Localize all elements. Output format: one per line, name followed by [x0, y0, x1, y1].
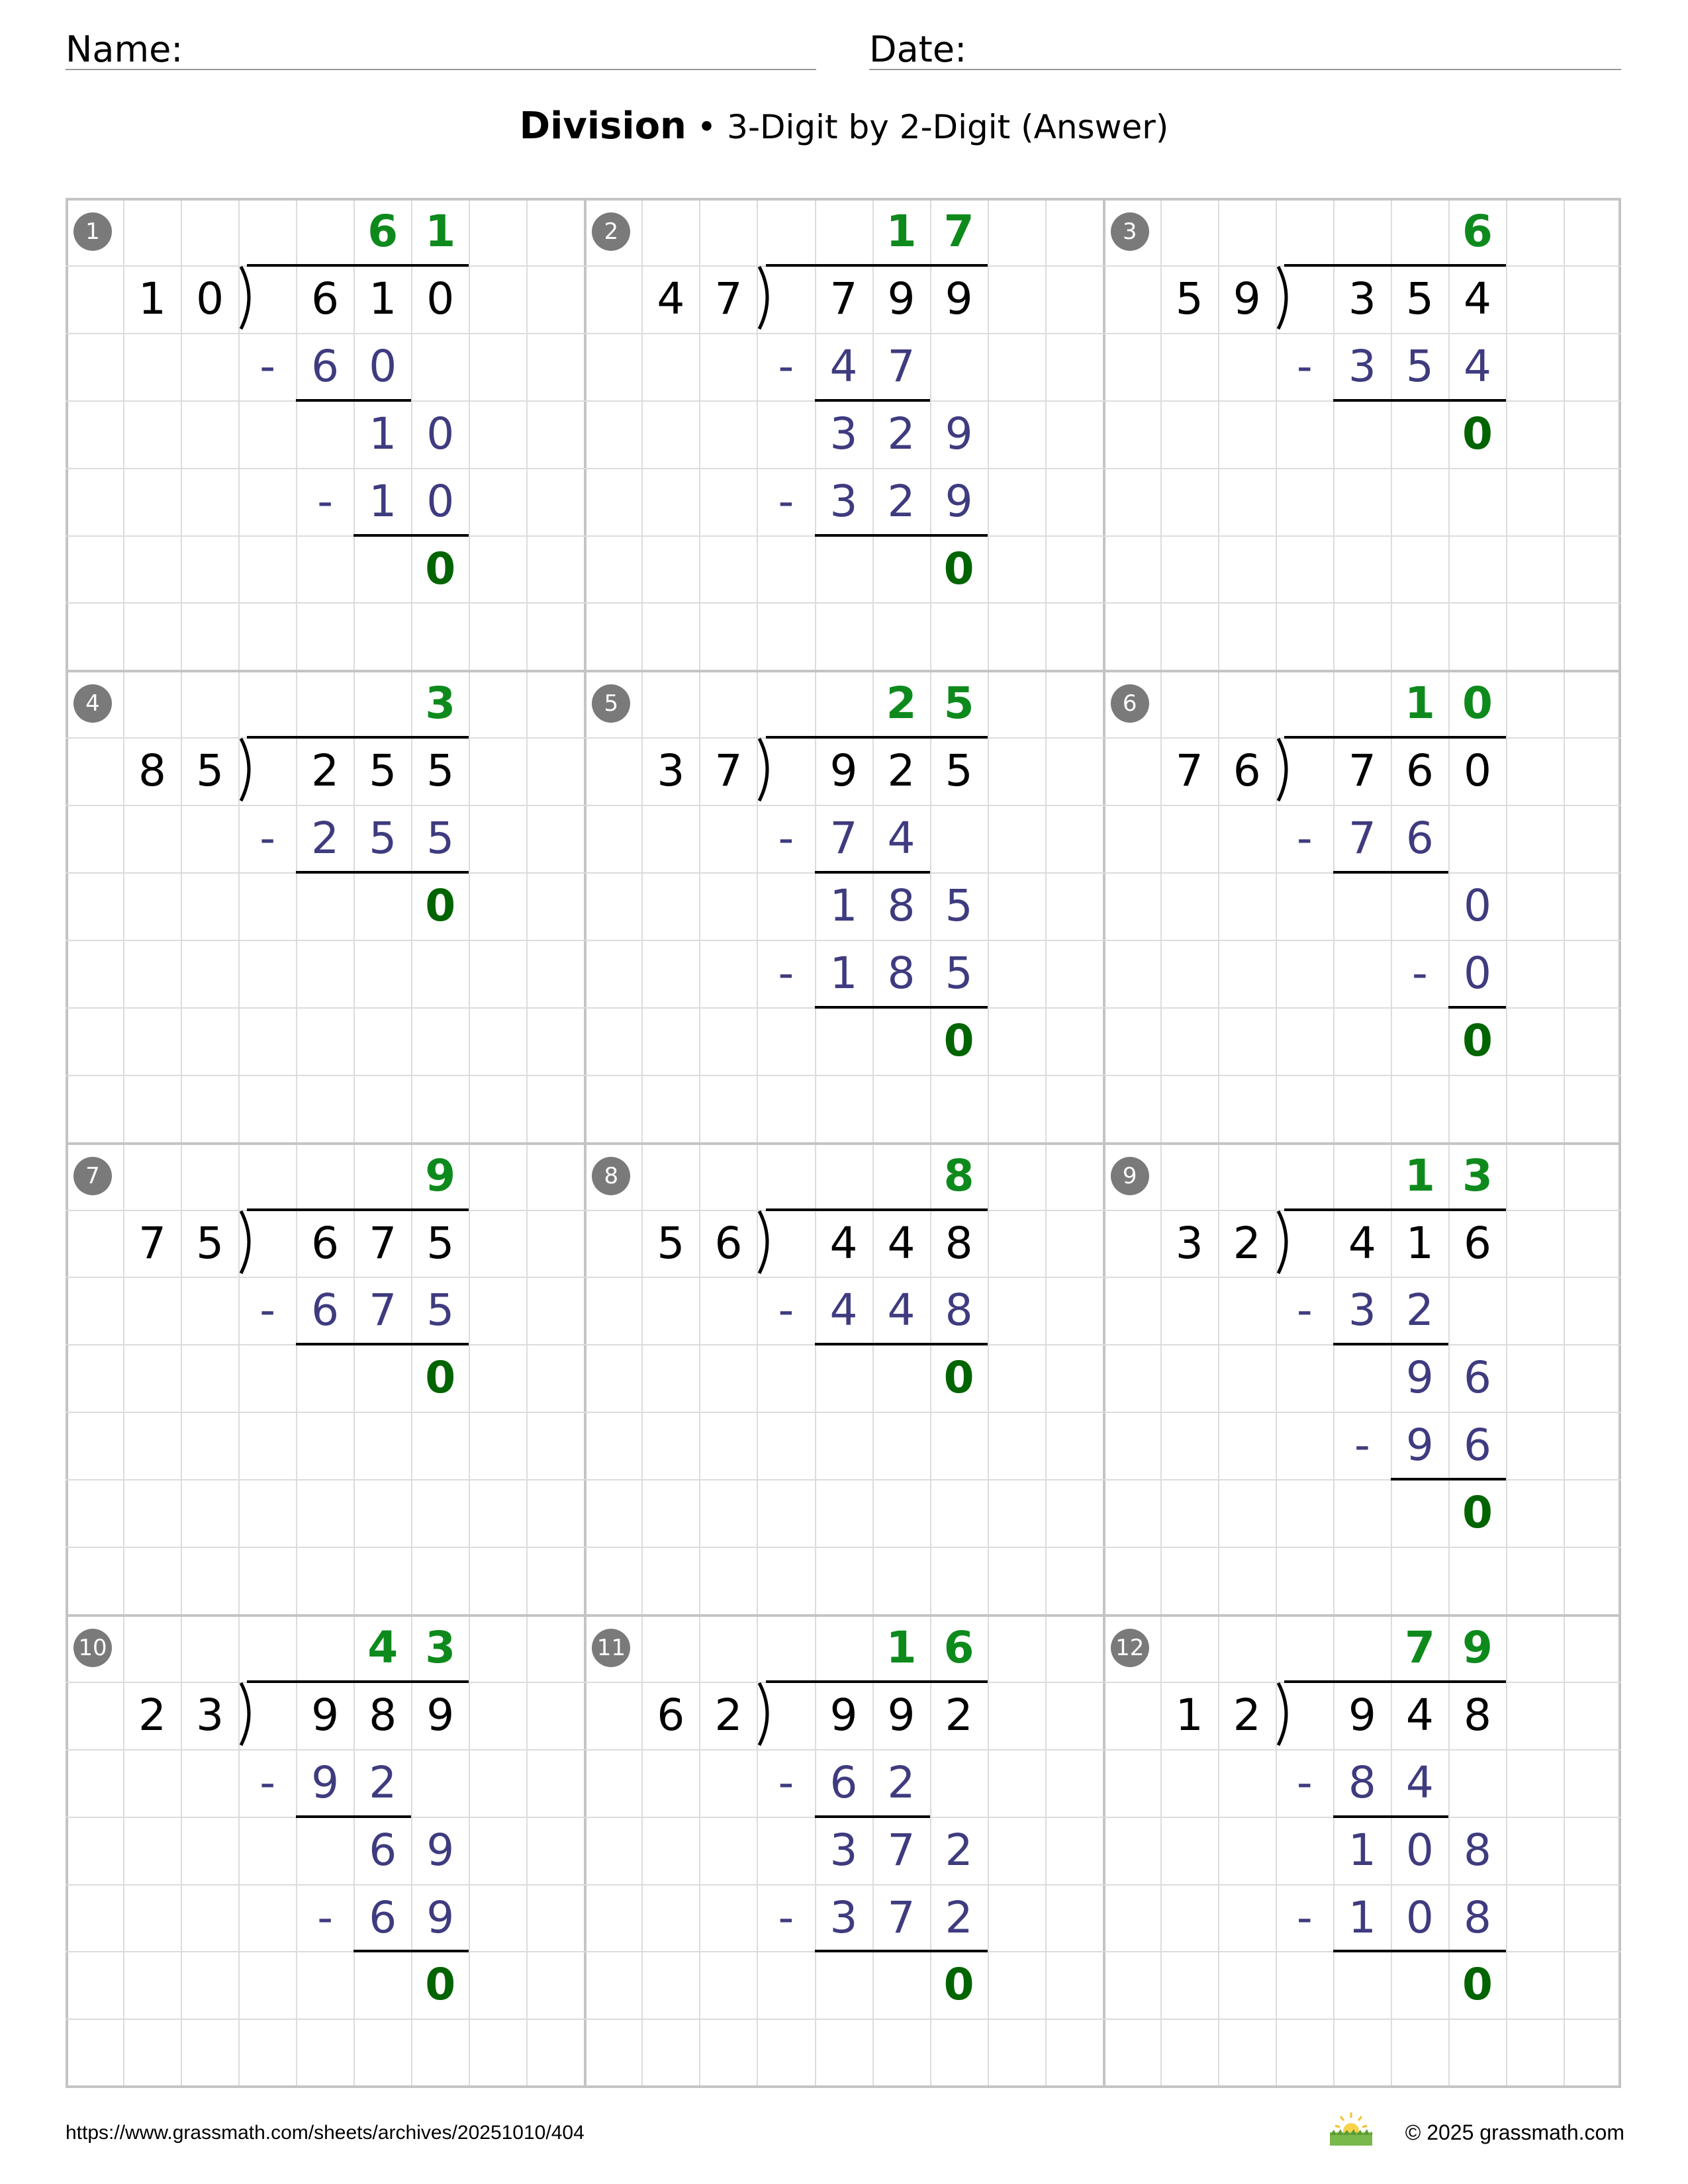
final-remainder-digit: 0	[425, 1352, 456, 1404]
divisor-digit: 7	[714, 745, 743, 797]
divisor-digit: 5	[1175, 273, 1203, 324]
quotient-digit: 6	[367, 206, 399, 257]
subtrahend-digit: 4	[887, 813, 915, 864]
divisor-digit: 2	[1233, 1217, 1261, 1269]
grid-horizontal-line	[66, 1142, 1621, 1145]
dividend-digit: 0	[1463, 745, 1491, 797]
dividend-digit: 4	[887, 1217, 915, 1269]
subtrahend-digit: 8	[887, 947, 915, 999]
subtrahend-digit: 6	[829, 1756, 858, 1808]
dividend-digit: 6	[1463, 1217, 1491, 1269]
subtrahend-digit: 0	[426, 475, 455, 527]
subtrahend-digit: 8	[1463, 1891, 1491, 1943]
subtrahend-digit: 3	[1348, 340, 1376, 392]
minus-sign: -	[1296, 1285, 1313, 1336]
final-remainder-digit: 0	[943, 543, 974, 594]
grid-horizontal-line	[66, 602, 1621, 604]
quotient-digit: 1	[886, 1621, 917, 1673]
divisor-digit: 9	[1233, 273, 1261, 324]
dividend-digit: 9	[887, 1689, 915, 1741]
subtrahend-digit: 3	[829, 475, 858, 527]
subtrahend-digit: 2	[311, 813, 340, 864]
title-sub: • 3-Digit by 2-Digit (Answer)	[686, 108, 1169, 146]
dividend-digit: 4	[1348, 1217, 1376, 1269]
quotient-digit: 5	[943, 678, 974, 729]
divisor-digit: 1	[1175, 1689, 1203, 1741]
final-remainder-digit: 0	[425, 1959, 456, 2011]
subtrahend-digit: 9	[311, 1756, 340, 1808]
dividend-digit: 2	[311, 745, 340, 797]
dividend-digit: 9	[311, 1689, 340, 1741]
minus-sign: -	[317, 475, 334, 527]
minus-sign: -	[259, 1756, 276, 1808]
subtrahend-digit: 0	[1405, 1891, 1434, 1943]
minus-sign: -	[259, 1285, 276, 1336]
dividend-digit: 7	[829, 273, 858, 324]
subtrahend-digit: 2	[369, 1756, 397, 1808]
grid-horizontal-line	[66, 670, 1621, 672]
final-remainder-digit: 0	[425, 880, 456, 931]
subtrahend-digit: 2	[887, 475, 915, 527]
subtrahend-digit: 7	[369, 1285, 397, 1336]
subtrahend-digit: 7	[829, 813, 858, 864]
dividend-digit: 7	[1348, 745, 1376, 797]
final-remainder-digit: 0	[425, 543, 456, 594]
subtrahend-digit: 7	[887, 1891, 915, 1943]
quotient-digit: 9	[425, 1150, 456, 1201]
grid-horizontal-line	[66, 2019, 1621, 2020]
partial-remainder-digit: 6	[369, 1824, 397, 1876]
final-remainder-digit: 0	[943, 1015, 974, 1066]
final-remainder-digit: 0	[1462, 1959, 1493, 2011]
dividend-digit: 3	[1348, 273, 1376, 324]
dividend-digit: 6	[1405, 745, 1434, 797]
subtrahend-digit: 2	[1405, 1285, 1434, 1336]
quotient-digit: 3	[425, 678, 456, 729]
worksheet-title	[0, 105, 1688, 148]
divisor-digit: 3	[196, 1689, 224, 1741]
dividend-digit: 8	[1463, 1689, 1491, 1741]
grid-horizontal-line	[66, 1479, 1621, 1480]
divisor-digit: 6	[714, 1217, 743, 1269]
subtrahend-digit: 1	[1348, 1891, 1376, 1943]
subtrahend-digit: 4	[1405, 1756, 1434, 1808]
subtrahend-digit: 0	[1463, 947, 1491, 999]
partial-remainder-digit: 0	[1405, 1824, 1434, 1876]
division-bracket-icon	[234, 1208, 261, 1277]
quotient-digit: 1	[1404, 678, 1435, 729]
subtraction-line	[1333, 871, 1448, 874]
minus-sign: -	[259, 340, 276, 392]
grid-horizontal-line	[66, 1075, 1621, 1076]
dividend-digit: 5	[1405, 273, 1434, 324]
division-bracket-icon	[753, 1680, 779, 1749]
problem-number-badge: 11	[592, 1629, 630, 1667]
minus-sign: -	[778, 1891, 794, 1943]
subtrahend-digit: 9	[945, 475, 973, 527]
quotient-digit: 2	[886, 678, 917, 729]
partial-remainder-digit: 2	[887, 408, 915, 459]
division-bracket-icon	[234, 736, 261, 805]
quotient-digit: 7	[1404, 1621, 1435, 1673]
subtrahend-digit: 6	[311, 1285, 340, 1336]
quotient-digit: 6	[1462, 206, 1493, 257]
quotient-digit: 0	[1462, 678, 1493, 729]
problem-number-badge: 10	[73, 1629, 112, 1667]
partial-remainder-digit: 5	[945, 880, 973, 931]
subtrahend-digit: 8	[945, 1285, 973, 1336]
problem-number-badge: 1	[73, 212, 112, 251]
divisor-digit: 0	[196, 273, 224, 324]
subtrahend-digit: 9	[426, 1891, 455, 1943]
date-label: Date:	[869, 28, 967, 70]
minus-sign: -	[778, 813, 794, 864]
minus-sign: -	[1296, 1756, 1313, 1808]
subtrahend-digit: 7	[1348, 813, 1376, 864]
partial-remainder-digit: 1	[369, 408, 397, 459]
sun-over-grass-logo-icon	[1327, 2110, 1375, 2148]
dividend-digit: 2	[945, 1689, 973, 1741]
problem-number-badge: 12	[1111, 1629, 1149, 1667]
divisor-digit: 7	[714, 273, 743, 324]
partial-remainder-digit: 2	[945, 1824, 973, 1876]
division-bracket-icon	[1272, 1208, 1298, 1277]
dividend-digit: 6	[311, 273, 340, 324]
problem-number-badge: 6	[1111, 684, 1149, 723]
dividend-digit: 4	[829, 1217, 858, 1269]
dividend-digit: 8	[369, 1689, 397, 1741]
partial-remainder-digit: 9	[426, 1824, 455, 1876]
divisor-digit: 5	[196, 745, 224, 797]
subtrahend-digit: 4	[887, 1285, 915, 1336]
quotient-digit: 3	[425, 1621, 456, 1673]
minus-sign: -	[259, 813, 276, 864]
division-bracket-icon	[234, 264, 261, 333]
dividend-digit: 1	[369, 273, 397, 324]
partial-remainder-digit: 3	[829, 1824, 858, 1876]
minus-sign: -	[778, 1285, 794, 1336]
divisor-digit: 2	[1233, 1689, 1261, 1741]
problem-number-badge: 4	[73, 684, 112, 723]
minus-sign: -	[778, 475, 794, 527]
dividend-digit: 5	[369, 745, 397, 797]
final-remainder-digit: 0	[943, 1959, 974, 2011]
problem-number-badge: 7	[73, 1157, 112, 1195]
problem-number-badge: 9	[1111, 1157, 1149, 1195]
divisor-digit: 5	[196, 1217, 224, 1269]
dividend-digit: 9	[945, 273, 973, 324]
grid-horizontal-line	[66, 1547, 1621, 1548]
dividend-digit: 8	[945, 1217, 973, 1269]
dividend-digit: 9	[1348, 1689, 1376, 1741]
final-remainder-digit: 0	[1462, 1487, 1493, 1539]
dividend-digit: 9	[887, 273, 915, 324]
quotient-digit: 7	[943, 206, 974, 257]
divisor-digit: 2	[714, 1689, 743, 1741]
quotient-digit: 4	[367, 1621, 399, 1673]
division-bracket-icon	[1272, 264, 1298, 333]
grid-horizontal-line	[66, 2085, 1621, 2088]
problem-number-badge: 8	[592, 1157, 630, 1195]
dividend-digit: 0	[426, 273, 455, 324]
partial-remainder-digit: 8	[1463, 1824, 1491, 1876]
subtrahend-digit: 1	[369, 475, 397, 527]
problem-number-badge: 3	[1111, 212, 1149, 251]
subtrahend-digit: 8	[1348, 1756, 1376, 1808]
minus-sign: -	[778, 340, 794, 392]
dividend-digit: 2	[887, 745, 915, 797]
partial-remainder-digit: 9	[1405, 1352, 1434, 1404]
subtrahend-digit: 5	[945, 947, 973, 999]
divisor-digit: 5	[657, 1217, 685, 1269]
quotient-digit: 1	[425, 206, 456, 257]
footer-copyright: © 2025 grassmath.com	[1405, 2120, 1624, 2144]
name-label: Name:	[66, 28, 183, 70]
minus-sign: -	[1296, 813, 1313, 864]
dividend-digit: 1	[1405, 1217, 1434, 1269]
subtrahend-digit: 2	[887, 1756, 915, 1808]
divisor-digit: 7	[1175, 745, 1203, 797]
partial-remainder-digit: 9	[945, 408, 973, 459]
quotient-digit: 8	[943, 1150, 974, 1201]
divisor-digit: 6	[657, 1689, 685, 1741]
divisor-digit: 7	[138, 1217, 167, 1269]
subtrahend-digit: 4	[829, 1285, 858, 1336]
subtrahend-digit: 7	[887, 340, 915, 392]
partial-remainder-digit: 0	[1463, 880, 1491, 931]
partial-remainder-digit: 7	[887, 1824, 915, 1876]
dividend-digit: 4	[1463, 273, 1491, 324]
dividend-digit: 4	[1405, 1689, 1434, 1741]
problem-number-badge: 5	[592, 684, 630, 723]
dividend-digit: 9	[426, 1689, 455, 1741]
divisor-digit: 8	[138, 745, 167, 797]
divisor-digit: 3	[657, 745, 685, 797]
grid-horizontal-line	[66, 1614, 1621, 1617]
final-remainder-digit: 0	[943, 1352, 974, 1404]
final-remainder-digit: 0	[1462, 408, 1493, 459]
divisor-digit: 6	[1233, 745, 1261, 797]
divisor-digit: 4	[657, 273, 685, 324]
subtrahend-digit: 2	[945, 1891, 973, 1943]
quotient-digit: 9	[1462, 1621, 1493, 1673]
subtrahend-digit: 1	[829, 947, 858, 999]
subtrahend-digit: 5	[426, 813, 455, 864]
dividend-digit: 5	[945, 745, 973, 797]
dividend-digit: 7	[369, 1217, 397, 1269]
partial-remainder-digit: 1	[1348, 1824, 1376, 1876]
dividend-digit: 6	[311, 1217, 340, 1269]
subtrahend-digit: 5	[426, 1285, 455, 1336]
minus-sign: -	[317, 1891, 334, 1943]
subtrahend-digit: 6	[1463, 1420, 1491, 1471]
date-field[interactable]	[869, 24, 1621, 70]
dividend-digit: 9	[829, 1689, 858, 1741]
worksheet-grid	[66, 198, 1621, 2088]
subtrahend-digit: 6	[1405, 813, 1434, 864]
grid-horizontal-line	[66, 198, 1621, 201]
partial-remainder-digit: 0	[426, 408, 455, 459]
dividend-digit: 5	[426, 1217, 455, 1269]
subtrahend-digit: 3	[1348, 1285, 1376, 1336]
division-bracket-icon	[1272, 1680, 1298, 1749]
quotient-digit: 6	[943, 1621, 974, 1673]
minus-sign: -	[1411, 947, 1428, 999]
quotient-digit: 1	[886, 206, 917, 257]
subtrahend-digit: 9	[1405, 1420, 1434, 1471]
subtrahend-digit: 5	[1405, 340, 1434, 392]
name-field[interactable]	[66, 24, 816, 70]
partial-remainder-digit: 6	[1463, 1352, 1491, 1404]
partial-remainder-digit: 1	[829, 880, 858, 931]
footer-url: https://www.grassmath.com/sheets/archives/20251010/404	[66, 2122, 585, 2144]
dividend-digit: 9	[829, 745, 858, 797]
subtrahend-digit: 6	[311, 340, 340, 392]
division-bracket-icon	[1272, 736, 1298, 805]
subtrahend-digit: 4	[829, 340, 858, 392]
dividend-digit: 5	[426, 745, 455, 797]
quotient-digit: 3	[1462, 1150, 1493, 1201]
final-remainder-digit: 0	[1462, 1015, 1493, 1066]
problem-number-badge: 2	[592, 212, 630, 251]
division-bracket-icon	[753, 1208, 779, 1277]
subtrahend-digit: 5	[369, 813, 397, 864]
subtrahend-digit: 6	[369, 1891, 397, 1943]
division-bracket-icon	[234, 1680, 261, 1749]
divisor-digit: 3	[1175, 1217, 1203, 1269]
subtrahend-digit: 4	[1463, 340, 1491, 392]
minus-sign: -	[778, 1756, 794, 1808]
title-main: Division	[519, 105, 686, 148]
minus-sign: -	[778, 947, 794, 999]
minus-sign: -	[1296, 340, 1313, 392]
division-bracket-icon	[753, 736, 779, 805]
division-bracket-icon	[753, 264, 779, 333]
divisor-digit: 1	[138, 273, 167, 324]
subtrahend-digit: 3	[829, 1891, 858, 1943]
partial-remainder-digit: 3	[829, 408, 858, 459]
minus-sign: -	[1296, 1891, 1313, 1943]
minus-sign: -	[1354, 1420, 1370, 1471]
quotient-digit: 1	[1404, 1150, 1435, 1201]
subtrahend-digit: 0	[369, 340, 397, 392]
divisor-digit: 2	[138, 1689, 167, 1741]
partial-remainder-digit: 8	[887, 880, 915, 931]
